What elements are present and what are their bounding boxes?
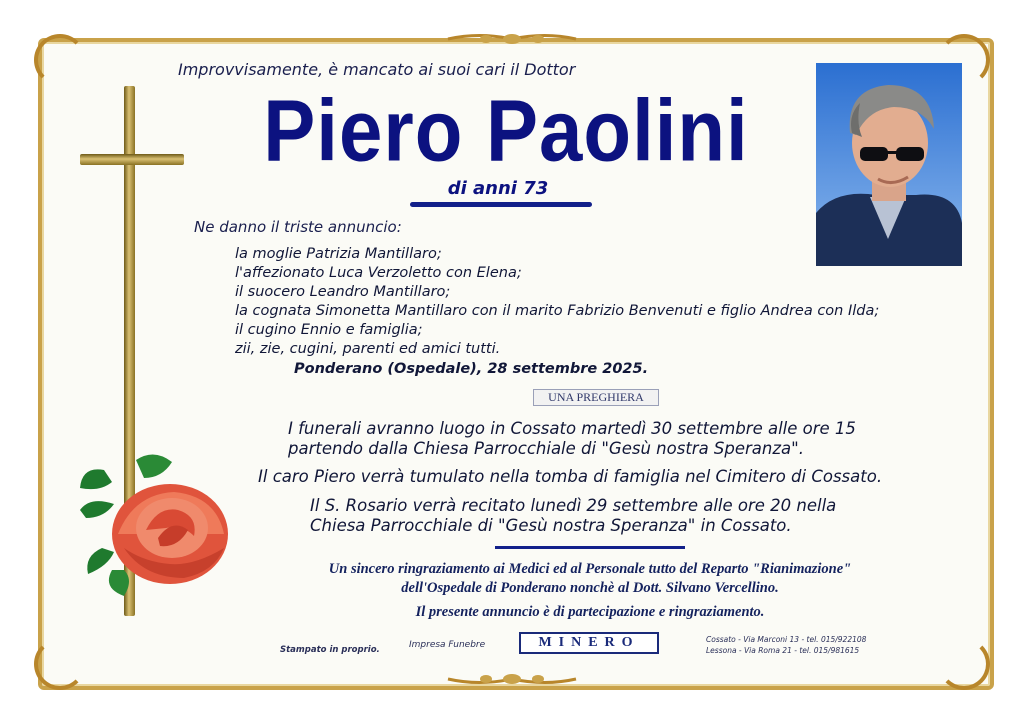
printed-note: Stampato in proprio. (280, 645, 380, 655)
agency-logo: MINERO (519, 632, 659, 654)
age-text: di anni 73 (447, 178, 549, 199)
portrait-photo (816, 63, 962, 266)
bottom-flourish-icon (446, 672, 578, 686)
announcement-heading: Ne danno il triste annuncio: (194, 218, 402, 236)
list-item: il cugino Ennio e famiglia; (235, 322, 423, 338)
mourners-list (235, 245, 879, 359)
frame-corner-ornament (34, 638, 86, 690)
frame-corner-ornament (938, 638, 990, 690)
agency-label: Impresa Funebre (409, 640, 486, 650)
list-item: la moglie Patrizia Mantillaro; (235, 246, 442, 262)
list-item: zii, zie, cugini, parenti ed amici tutti. (235, 341, 501, 357)
list-item: la cognata Simonetta Mantillaro con il marito Fabrizio Benvenuti e figlio Andrea con Ilda; (235, 303, 880, 319)
age-underline (410, 202, 592, 207)
rosary-text: Il S. Rosario verrà recitato lunedì 29 settembre alle ore 20 nella Chiesa Parrocchiale di "Gesù nostra Speranza" in Cossato. (310, 496, 837, 535)
burial-text: Il caro Piero verrà tumulato nella tomba di famiglia nel Cimitero di Cossato. (258, 467, 883, 486)
prayer-button[interactable]: UNA PREGHIERA (533, 389, 659, 406)
list-item: l'affezionato Luca Verzoletto con Elena; (235, 265, 522, 281)
funeral-text: I funerali avranno luogo in Cossato martedì 30 settembre alle ore 15 partendo dalla Chiesa Parrocchiale di "Gesù nostra Speranza". (288, 419, 856, 458)
closing-note: Il presente annuncio è di partecipazione e ringraziamento. (415, 604, 765, 620)
deceased-name: Piero Paolini (263, 81, 749, 180)
top-flourish-icon (446, 32, 578, 46)
rose-icon (74, 448, 234, 598)
agency-addresses: Cossato - Via Marconi 13 - tel. 015/922108 Lessona - Via Roma 21 - tel. 015/981615 (706, 635, 867, 655)
frame-corner-ornament (34, 34, 86, 86)
thanks-text: Un sincero ringraziamento ai Medici ed al Personale tutto del Reparto "Rianimazione" dell'Ospedale di Ponderano nonchè al Dott. Silvano Vercellino. (328, 561, 852, 596)
list-item: il suocero Leandro Mantillaro; (235, 284, 451, 300)
intro-text: Improvvisamente, è mancato ai suoi cari il Dottor (178, 60, 576, 79)
section-divider (495, 546, 685, 549)
place-date: Ponderano (Ospedale), 28 settembre 2025. (294, 361, 649, 377)
